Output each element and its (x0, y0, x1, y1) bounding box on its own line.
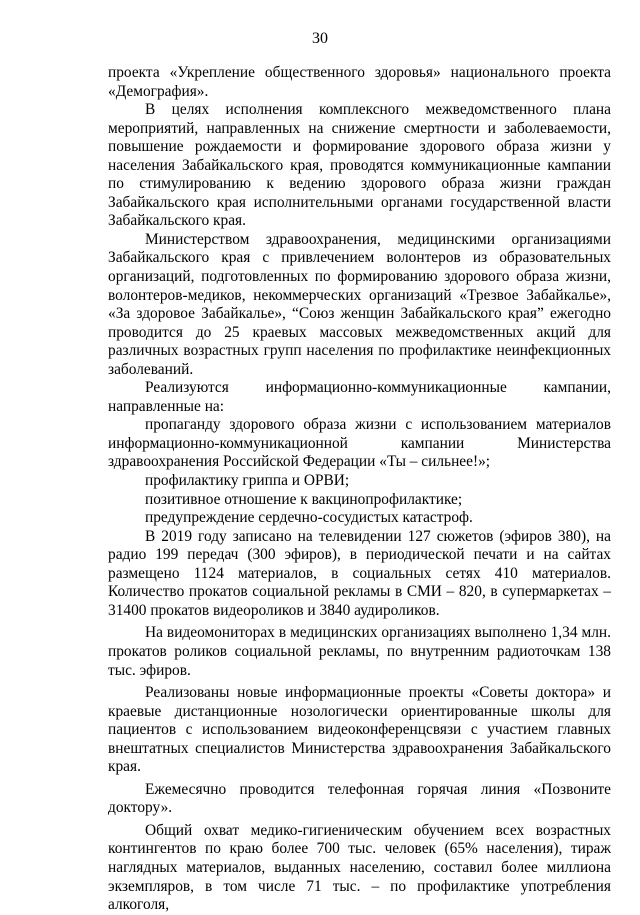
paragraph: В целях исполнения комплексного межведомственного плана мероприятий, направленных на снижение смертности и заболеваемости, повышение рождаемости и формирование здорового образа жизни у населения Забайкальского края, проводятся коммуникационные кампании по стимулированию к ведению здорового образа жизни граждан Забайкальского края исполнительными органами государственной власти Забайкальского края. (108, 101, 611, 230)
paragraph: Реализуются информационно-коммуникационные кампании, направленные на: (108, 379, 611, 415)
list-item: пропаганду здорового образа жизни с использованием материалов информационно-коммуникационной кампании Министерства здравоохранения Российской Федерации «Ты – сильнее!»; (108, 416, 611, 471)
paragraph: Министерством здравоохранения, медицинскими организациями Забайкальского края с привлечением волонтеров из образовательных организаций, подготовленных по формированию здорового образа жизни, волонтеров-медиков, некоммерческих организаций «Трезвое Забайкалье», «За здоровое Забайкалье», “Союз женщин Забайкальского края” ежегодно проводится до 25 краевых массовых межведомственных акций для различных возрастных групп населения по профилактике неинфекционных заболеваний. (108, 230, 611, 378)
list-item: позитивное отношение к вакцинопрофилактике; (145, 490, 463, 508)
paragraph: проекта «Укрепление общественного здоровья» национального проекта «Демография». (108, 64, 611, 100)
paragraph: В 2019 году записано на телевидении 127 сюжетов (эфиров 380), на радио 199 передач (300 эфиров), в периодической печати и на сайтах размещено 1124 материалов, в социальных сетях 410 материалов. Количество прокатов социальной рекламы в СМИ – 820, в супермаркетах – 31400 прокатов видеороликов и 3840 аудироликов. (108, 527, 611, 619)
paragraph: На видеомониторах в медицинских организациях выполнено 1,34 млн. прокатов роликов социальной рекламы, по внутренним радиоточкам 138 тыс. эфиров. (108, 624, 611, 679)
list-item: предупреждение сердечно-сосудистых катастроф. (145, 509, 473, 527)
paragraph: Ежемесячно проводится телефонная горячая линия «Позвоните доктору». (108, 780, 611, 817)
paragraph: Реализованы новые информационные проекты «Советы доктора» и краевые дистанционные нозологически ориентированные школы для пациентов с использованием видеоконференцсвязи с участием главных внештатных специалистов Министерства здравоохранения Забайкальского края. (108, 684, 611, 776)
list-item: профилактику гриппа и ОРВИ; (145, 472, 350, 490)
document-body (108, 64, 611, 915)
page-number: 30 (312, 30, 328, 47)
paragraph: Общий охват медико-гигиеническим обучением всех возрастных контингентов по краю более 700 тыс. человек (65% населения), тираж наглядных материалов, выданных населению, составил более миллиона экземпляров, в том числе 71 тыс. – по профилактике употребления алкоголя, (108, 821, 611, 914)
